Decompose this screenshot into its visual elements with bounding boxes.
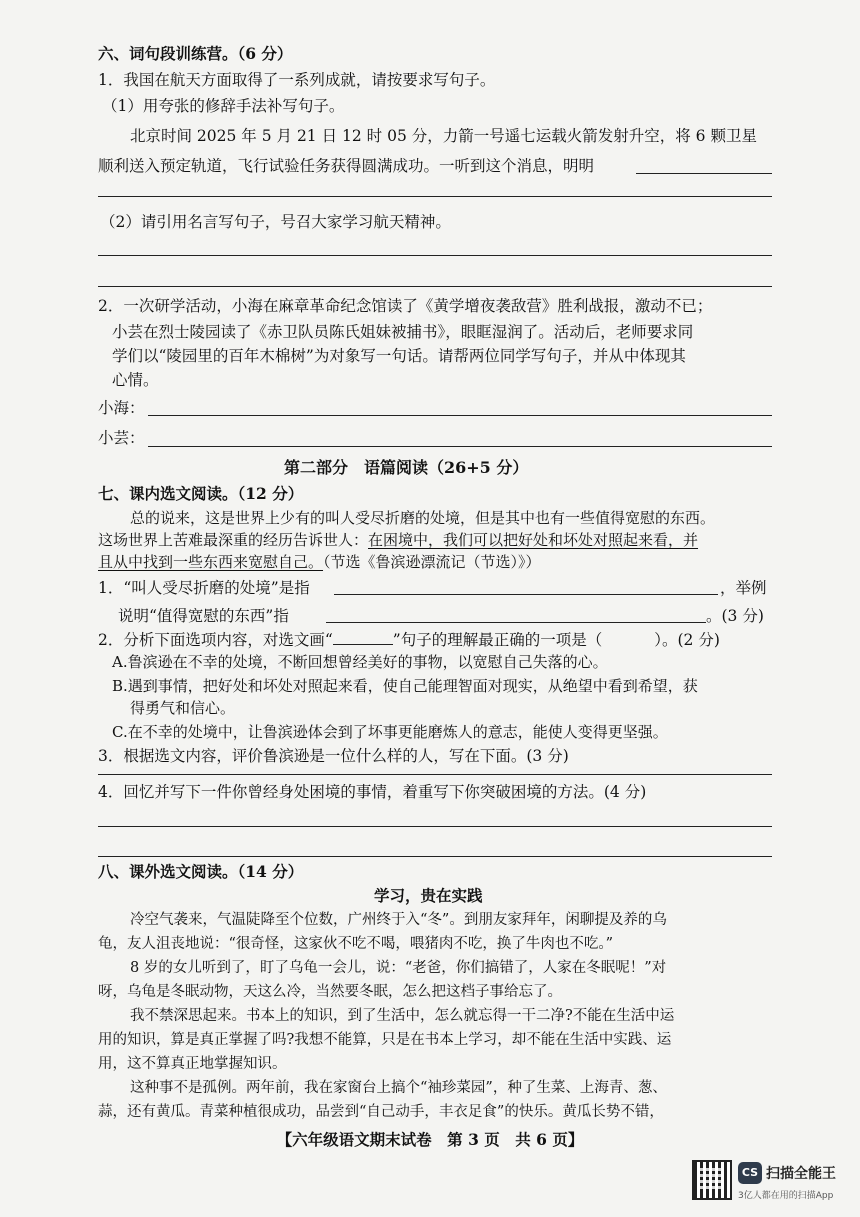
- answer-line: [148, 415, 772, 416]
- question-6-1-2: （2）请引用名言写句子，号召大家学习航天精神。: [100, 213, 451, 231]
- passage-7-underlined: 且从中找到一些东西来宽慰自己。: [98, 553, 324, 571]
- part-2-title: 第二部分 语篇阅读（26+5 分）: [284, 458, 529, 477]
- article-p1-line2: 龟，友人沮丧地说：“很奇怪，这家伙不吃不喝，喂猪肉不吃，换了牛肉也不吃。”: [98, 936, 614, 952]
- option-b-line2: 得勇气和信心。: [130, 699, 236, 717]
- answer-line: [98, 196, 772, 197]
- article-p4-line1: 这种事不是孤例。两年前，我在家窗台上搞个“袖珍菜园”，种了生菜、上海青、葱、: [130, 1080, 667, 1096]
- answer-line: [98, 774, 772, 775]
- section-8-title: 八、课外选文阅读。（14 分）: [98, 862, 304, 881]
- passage-7-line1: 总的说来，这是世界上少有的叫人受尽折磨的处境，但是其中也有一些值得宽慰的东西。: [130, 509, 716, 527]
- passage-6-1-line2: 顺利送入预定轨道，飞行试验任务获得圆满成功。一听到这个消息，明明: [98, 157, 595, 175]
- xiaoyun-label: 小芸：: [98, 429, 145, 447]
- article-p3-line1: 我不禁深思起来。书本上的知识，到了生活中，怎么就忘得一干二净?不能在生活中运: [130, 1008, 675, 1024]
- question-7-2-text: ”句子的理解最正确的一项是（: [392, 631, 603, 649]
- option-a: A.鲁滨逊在不幸的处境，不断回想曾经美好的事物，以宽慰自己失落的心。: [112, 653, 608, 671]
- question-6-1: 1．我国在航天方面取得了一系列成就，请按要求写句子。: [98, 71, 496, 89]
- page-footer: 【六年级语文期末试卷 第 3 页 共 6 页】: [276, 1130, 584, 1149]
- question-6-2-line4: 心情。: [112, 371, 159, 389]
- section-7-title: 七、课内选文阅读。（12 分）: [98, 484, 304, 503]
- question-7-2-text: 2．分析下面选项内容，对选文画“: [98, 631, 333, 649]
- question-7-1-points: 。(3 分): [706, 607, 764, 625]
- answer-line: [148, 446, 772, 447]
- question-6-2-line3: 学们以“陵园里的百年木棉树”为对象写一句话。请帮两位同学写句子，并从中体现其: [112, 347, 686, 365]
- answer-blank: [333, 628, 393, 645]
- question-7-4: 4．回忆并写下一件你曾经身处困境的事情，着重写下你突破困境的方法。(4 分): [98, 783, 647, 801]
- answer-blank: [636, 173, 772, 174]
- answer-line: [98, 826, 772, 827]
- answer-blank: [326, 622, 706, 623]
- option-b-line1: B.遇到事情，把好处和坏处对照起来看，使自己能理智面对现实，从绝望中看到希望，获: [112, 677, 698, 695]
- article-p4-line2: 蒜，还有黄瓜。青菜种植很成功，品尝到“自己动手，丰衣足食”的快乐。黄瓜长势不错，: [98, 1104, 664, 1120]
- passage-7-underlined: 在困境中，我们可以把好处和坏处对照起来看，并: [368, 531, 699, 549]
- article-p3-line3: 用，这不算真正地掌握知识。: [98, 1056, 287, 1072]
- question-6-2-line2: 小芸在烈士陵园读了《赤卫队员陈氏姐妹被捕书》，眼眶湿润了。活动后，老师要求同: [112, 323, 694, 341]
- question-7-1-line2: 说明“值得宽慰的东西”指: [118, 607, 289, 625]
- article-p3-line2: 用的知识，算是真正掌握了吗?我想不能算，只是在书本上学习，却不能在生活中实践、运: [98, 1032, 672, 1048]
- passage-7-line2: [98, 530, 698, 550]
- answer-line: [98, 856, 772, 857]
- answer-line: [98, 286, 772, 287]
- question-7-2-points: ）。(2 分): [654, 631, 720, 649]
- qr-code-icon: [692, 1160, 732, 1200]
- answer-blank: [334, 594, 718, 595]
- question-7-3: 3．根据选文内容，评价鲁滨逊是一位什么样的人，写在下面。(3 分): [98, 747, 569, 765]
- passage-7-line3: [98, 552, 541, 572]
- question-6-2-line1: 2．一次研学活动，小海在麻章革命纪念馆读了《黄学增夜袭敌营》胜利战报，激动不已；: [98, 297, 713, 315]
- camscanner-logo-icon: CS: [738, 1162, 762, 1184]
- option-c: C.在不幸的处境中，让鲁滨逊体会到了坏事更能磨炼人的意志，能使人变得更坚强。: [112, 723, 668, 741]
- article-p1-line1: 冷空气袭来，气温陡降至个位数，广州终于入“冬”。到朋友家拜年，闲聊提及养的乌: [130, 912, 667, 928]
- passage-7-source: （节选《鲁滨逊漂流记（节选）》）: [323, 553, 541, 571]
- article-title: 学习，贵在实践: [374, 886, 483, 905]
- scanner-app-name: 扫描全能王: [766, 1166, 836, 1182]
- passage-7-text: 这场世界上苦难最深重的经历告诉世人：: [98, 531, 369, 549]
- article-p2-line1: 8 岁的女儿听到了，盯了乌龟一会儿，说：“老爸，你们搞错了，人家在冬眠呢！”对: [130, 960, 667, 976]
- question-7-1-line1: 1．“叫人受尽折磨的处境”是指: [98, 579, 310, 597]
- section-6-title: 六、词句段训练营。（6 分）: [98, 44, 293, 63]
- scanner-tagline: 3亿人都在用的扫描App: [738, 1191, 834, 1201]
- article-p2-line2: 呀，乌龟是冬眠动物，天这么冷，当然要冬眠，怎么把这档子事给忘了。: [98, 984, 562, 1000]
- answer-line: [98, 255, 772, 256]
- question-7-2: [98, 628, 720, 650]
- question-7-1-suffix: ，举例: [720, 579, 767, 597]
- xiaohai-label: 小海：: [98, 399, 145, 417]
- question-6-1-1: （1）用夸张的修辞手法补写句子。: [102, 97, 345, 115]
- passage-6-1-line1: 北京时间 2025 年 5 月 21 日 12 时 05 分，力箭一号遥七运载火箭发射升空，将 6 颗卫星: [130, 127, 757, 145]
